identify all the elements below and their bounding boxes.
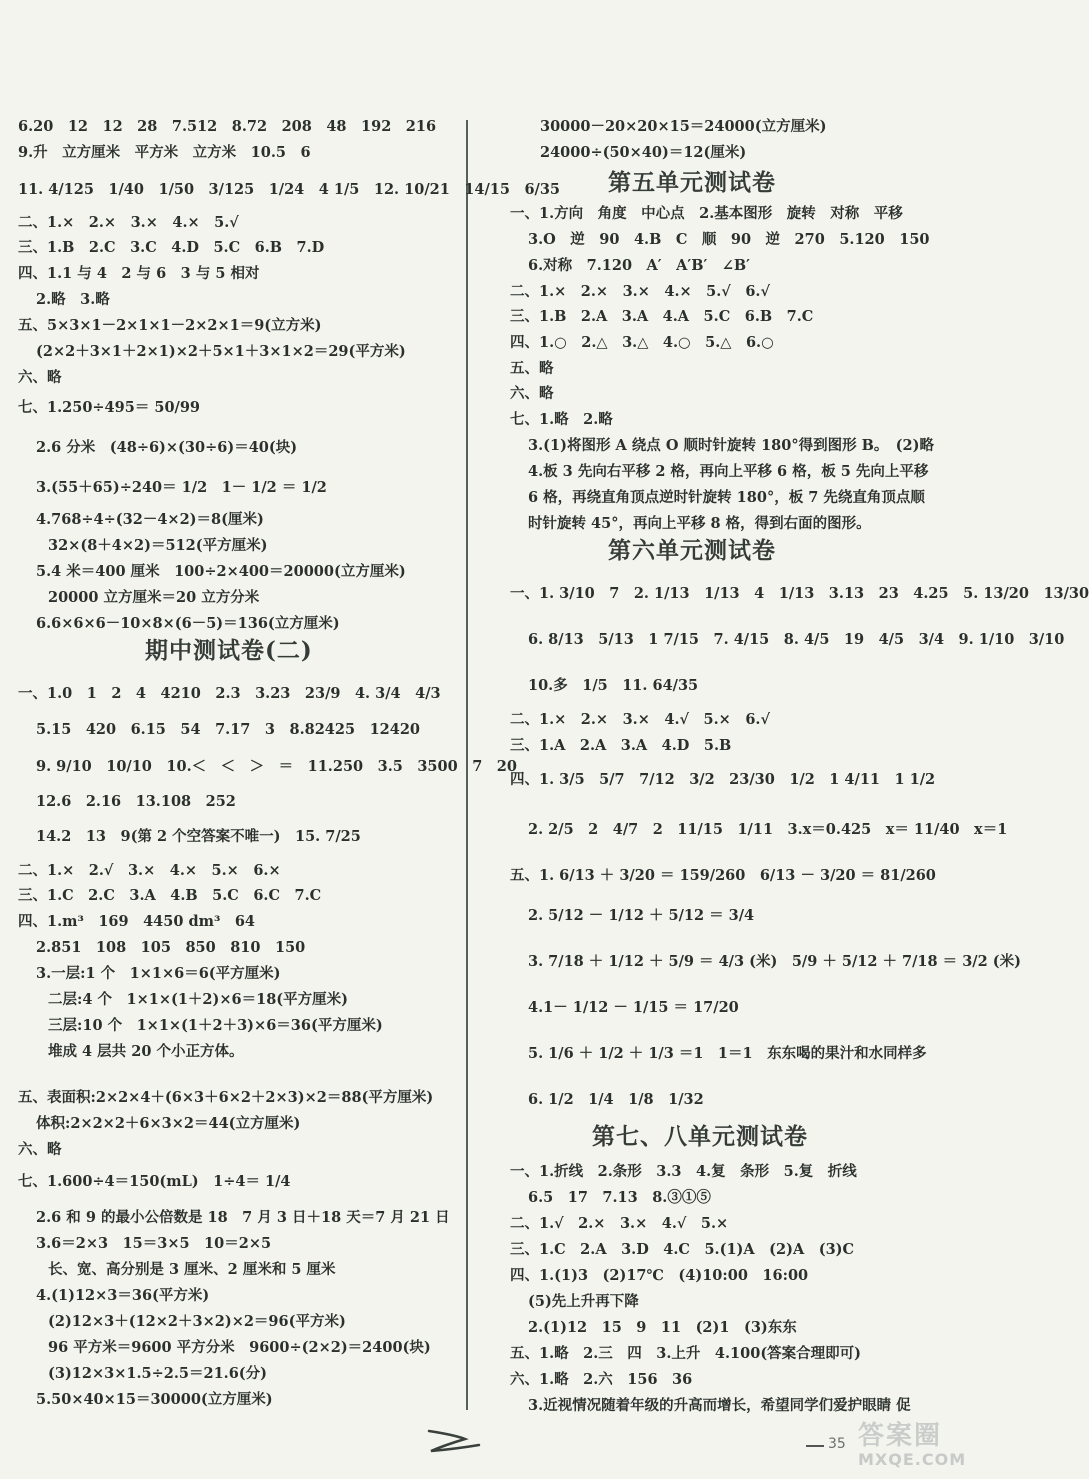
pen-mark-icon (425, 1425, 485, 1455)
answer-line: 四、1.1 与 4 2 与 6 3 与 5 相对 (18, 265, 260, 282)
answer-line: 6. 8/13 5/13 1 7/15 7. 4/15 8. 4/5 19 4/5 3/4 9. 1/10 3/10 (528, 631, 1065, 648)
answer-line: (3)12×3×1.5÷2.5＝21.6(分) (48, 1365, 268, 1382)
answer-line: 六、略 (18, 1141, 62, 1158)
answer-line: 4.1－ 1/12 － 1/15 ＝ 17/20 (528, 999, 739, 1016)
answer-line: 3.(1)将图形 A 绕点 O 顺时针旋转 180°得到图形 B。 (2)略 (528, 437, 934, 454)
answer-line: 三、1.B 2.C 3.C 4.D 5.C 6.B 7.D (18, 239, 325, 256)
section-title: 第七、八单元测试卷 (592, 1123, 808, 1150)
answer-line: 4.768÷4÷(32－4×2)＝8(厘米) (36, 511, 264, 528)
answer-line: 30000－20×20×15＝24000(立方厘米) (540, 118, 827, 135)
answer-line: 一、1.方向 角度 中心点 2.基本图形 旋转 对称 平移 (510, 205, 903, 222)
answer-line: 四、1.(1)3 (2)17℃ (4)10:00 16:00 (510, 1267, 809, 1284)
answer-line: 三、1.A 2.A 3.A 4.D 5.B (510, 737, 732, 754)
answer-line: 3.一层:1 个 1×1×6＝6(平方厘米) (36, 965, 281, 982)
answer-line: 2.851 108 105 850 810 150 (36, 939, 306, 956)
answer-line: 五、略 (510, 360, 554, 377)
answer-line: 四、1.m³ 169 4450 dm³ 64 (18, 913, 256, 930)
watermark-url: MXQE.COM (858, 1450, 967, 1469)
answer-line: 6.对称 7.120 A′ A′B′ ∠B′ (528, 257, 750, 274)
section-title: 期中测试卷(二) (145, 637, 313, 664)
answer-line: 一、1.折线 2.条形 3.3 4.复 条形 5.复 折线 (510, 1163, 857, 1180)
answer-line: (2×2＋3×1＋2×1)×2＋5×1＋3×1×2＝29(平方米) (36, 343, 406, 360)
answer-line: 三、1.C 2.A 3.D 4.C 5.(1)A (2)A (3)C (510, 1241, 855, 1258)
answer-line: 3.6＝2×3 15＝3×5 10＝2×5 (36, 1235, 272, 1252)
answer-line: 二、1.√ 2.× 3.× 4.√ 5.× (510, 1215, 729, 1232)
answer-line: 五、5×3×1－2×1×1－2×2×1＝9(立方米) (18, 317, 322, 334)
answer-line: 9. 9/10 10/10 10.＜ ＜ ＞ ＝ 11.250 3.5 3500 7 20 (36, 758, 517, 775)
answer-line: 4.(1)12×3＝36(平方米) (36, 1287, 210, 1304)
answer-line: 11. 4/125 1/40 1/50 3/125 1/24 4 1/5 12. 10/21 14/15 6/35 (18, 181, 561, 198)
answer-line: 二、1.× 2.× 3.× 4.√ 5.× 6.√ (510, 711, 770, 728)
answer-line: 6.20 12 12 28 7.512 8.72 208 48 192 216 (18, 118, 437, 135)
answer-line: 时针旋转 45°，再向上平移 8 格，得到右面的图形。 (528, 515, 871, 532)
answer-line: 七、1.600÷4＝150(mL) 1÷4＝ 1/4 (18, 1173, 291, 1190)
answer-line: 24000÷(50×40)＝12(厘米) (540, 144, 747, 161)
answer-line: 四、1. 3/5 5/7 7/12 3/2 23/30 1/2 1 4/11 1 1/2 (510, 771, 936, 788)
answer-line: 2.6 分米 (48÷6)×(30÷6)＝40(块) (36, 439, 298, 456)
answer-line: (5)先上升再下降 (528, 1293, 639, 1310)
answer-line: 二、1.× 2.× 3.× 4.× 5.√ 6.√ (510, 283, 770, 300)
answer-line: 9.升 立方厘米 平方米 立方米 10.5 6 (18, 144, 311, 161)
watermark (858, 1415, 998, 1475)
answer-line: 6.5 17 7.13 8.③①⑤ (528, 1189, 711, 1206)
answer-line: 10.多 1/5 11. 64/35 (528, 677, 699, 694)
answer-line: 一、1. 3/10 7 2. 1/13 1/13 4 1/13 3.13 23 4.25 5. 13/20 13/30 (510, 585, 1089, 602)
answer-line: 6. 1/2 1/4 1/8 1/32 (528, 1091, 704, 1108)
answer-line: 32×(8＋4×2)＝512(平方厘米) (48, 537, 268, 554)
answer-line: 2.略 3.略 (36, 291, 110, 308)
answer-line: 三层:10 个 1×1×(1＋2＋3)×6＝36(平方厘米) (48, 1017, 383, 1034)
answer-line: 五、1. 6/13 ＋ 3/20 ＝ 159/260 6/13 － 3/20 ＝ 81/260 (510, 867, 936, 884)
answer-line: 七、1.250÷495＝ 50/99 (18, 399, 201, 416)
answer-line: 96 平方米＝9600 平方分米 9600÷(2×2)＝2400(块) (48, 1339, 431, 1356)
answer-line: 3.近视情况随着年级的升高而增长，希望同学们爱护眼睛 促 (528, 1397, 911, 1414)
answer-line: 一、1.0 1 2 4 4210 2.3 3.23 23/9 4. 3/4 4/3 (18, 685, 441, 702)
answer-line: 3.(55＋65)÷240＝ 1/2 1－ 1/2 ＝ 1/2 (36, 479, 327, 496)
answer-line: 六、1.略 2.六 156 36 (510, 1371, 693, 1388)
answer-line: 二、1.× 2.√ 3.× 4.× 5.× 6.× (18, 862, 281, 879)
answer-line: 6.6×6×6－10×8×(6－5)＝136(立方厘米) (36, 615, 340, 632)
page-number: 35 (828, 1436, 846, 1452)
answer-line: 七、1.略 2.略 (510, 411, 613, 428)
section-title: 第五单元测试卷 (608, 169, 776, 196)
answer-line: 三、1.C 2.C 3.A 4.B 5.C 6.C 7.C (18, 887, 322, 904)
answer-line: 2.6 和 9 的最小公倍数是 18 7 月 3 日＋18 天＝7 月 21 日 (36, 1209, 450, 1226)
answer-line: 5.4 米＝400 厘米 100÷2×400＝20000(立方厘米) (36, 563, 406, 580)
answer-line: 二层:4 个 1×1×(1＋2)×6＝18(平方厘米) (48, 991, 349, 1008)
answer-line: 5.15 420 6.15 54 7.17 3 8.82425 12420 (36, 721, 421, 738)
answer-line: 二、1.× 2.× 3.× 4.× 5.√ (18, 214, 239, 231)
answer-line: 20000 立方厘米＝20 立方分米 (48, 589, 260, 606)
answer-line: 六、略 (18, 369, 62, 386)
answer-line: 五、1.略 2.三 四 3.上升 4.100(答案合理即可) (510, 1345, 862, 1362)
answer-line: 五、表面积:2×2×4＋(6×3＋6×2＋2×3)×2＝88(平方厘米) (18, 1089, 434, 1106)
answer-line: 2. 5/12 － 1/12 ＋ 5/12 ＝ 3/4 (528, 907, 755, 924)
answer-line: 六、略 (510, 385, 554, 402)
answer-line: 堆成 4 层共 20 个小正方体。 (48, 1043, 244, 1060)
answer-line: 14.2 13 9(第 2 个空答案不唯一) 15. 7/25 (36, 828, 361, 845)
answer-line: 长、宽、高分别是 3 厘米、2 厘米和 5 厘米 (48, 1261, 336, 1278)
answer-line: (2)12×3＋(12×2＋3×2)×2＝96(平方米) (48, 1313, 346, 1330)
answer-line: 12.6 2.16 13.108 252 (36, 793, 236, 810)
answer-line: 5. 1/6 ＋ 1/2 ＋ 1/3 ＝1 1＝1 东东喝的果汁和水同样多 (528, 1045, 927, 1062)
watermark-logo: 答案圈 (858, 1421, 943, 1451)
answer-line: 体积:2×2×2＋6×3×2＝44(立方厘米) (36, 1115, 301, 1132)
section-title: 第六单元测试卷 (608, 537, 776, 564)
answer-line: 3. 7/18 ＋ 1/12 ＋ 5/9 ＝ 4/3 (米) 5/9 ＋ 5/12 ＋ 7/18 ＝ 3/2 (米) (528, 953, 1021, 970)
answer-line: 3.O 逆 90 4.B C 顺 90 逆 270 5.120 150 (528, 231, 930, 248)
answer-line: 2. 2/5 2 4/7 2 11/15 1/11 3.x＝0.425 x＝ 11/40 x＝1 (528, 821, 1008, 838)
answer-line: 2.(1)12 15 9 11 (2)1 (3)东东 (528, 1319, 797, 1336)
answer-line: 6 格，再绕直角顶点逆时针旋转 180°，板 7 先绕直角顶点顺 (528, 489, 925, 506)
answer-line: 5.50×40×15＝30000(立方厘米) (36, 1391, 273, 1408)
answer-line: 三、1.B 2.A 3.A 4.A 5.C 6.B 7.C (510, 308, 814, 325)
answer-line: 4.板 3 先向右平移 2 格，再向上平移 6 格，板 5 先向上平移 (528, 463, 929, 480)
answer-line: 四、1.○ 2.△ 3.△ 4.○ 5.△ 6.○ (510, 334, 774, 351)
